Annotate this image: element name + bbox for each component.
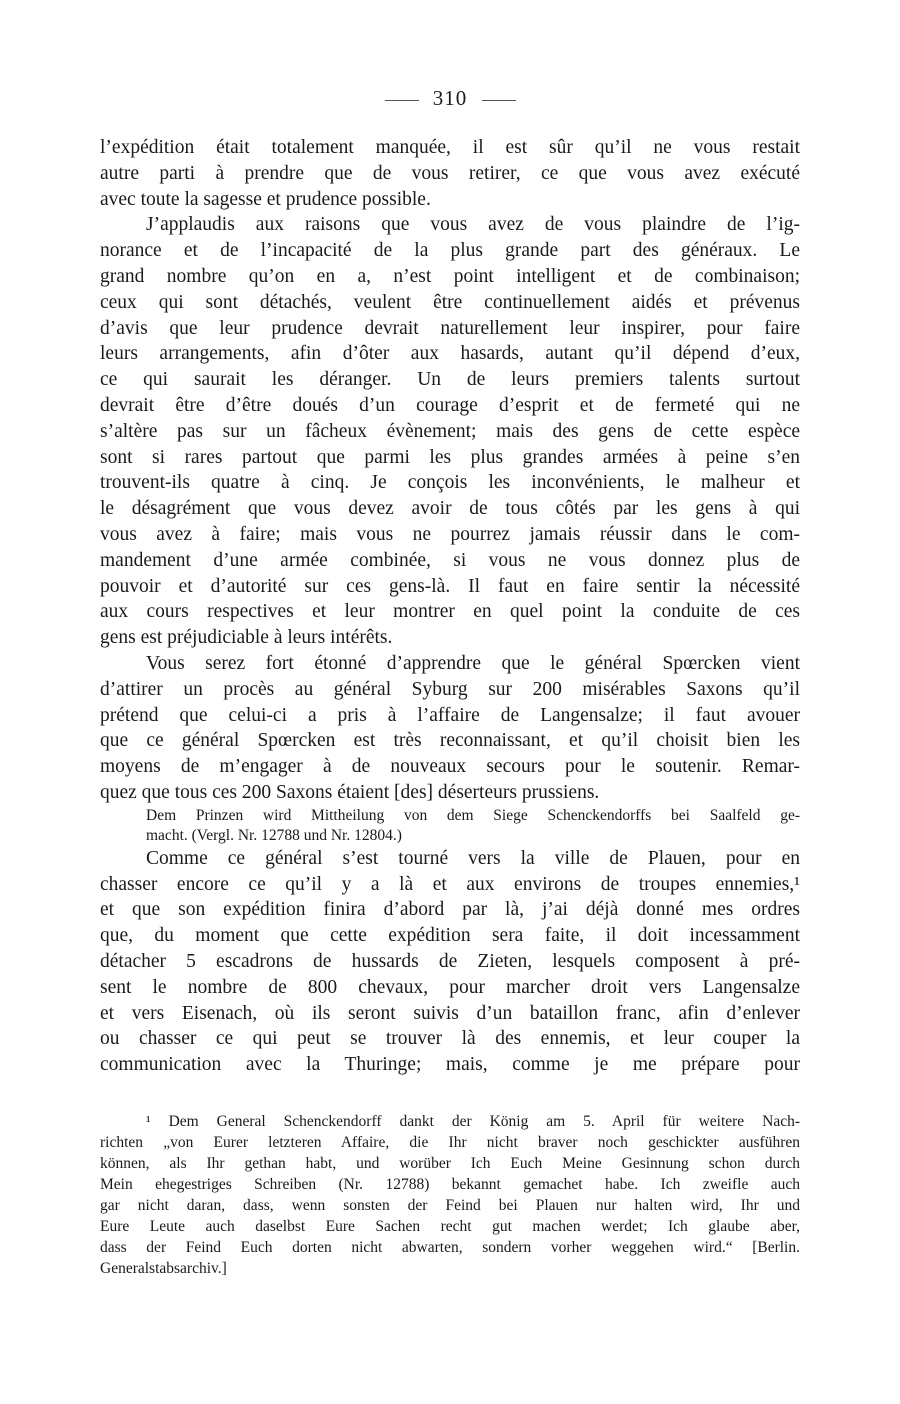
paragraph: [100, 846, 800, 1078]
text-line: macht. (Vergl. Nr. 12788 und Nr. 12804.): [146, 826, 402, 844]
text-line: gens est préjudiciable à leurs intérêts.: [100, 627, 393, 649]
footnote-line: Eure Leute auch daselbst Eure Sachen recht gut machen werdet; Ich glaube aber,: [100, 1218, 800, 1235]
paragraph: [100, 212, 800, 651]
text-line: leurs arrangements, afin d’ôter aux hasards, autant qu’il dépend d’eux,: [100, 343, 800, 365]
footnote-line: richten „von Eurer letzteren Affaire, die Ihr nicht braver noch geschickter ausführen: [100, 1134, 800, 1151]
text-line: Comme ce général s’est tourné vers la ville de Plauen, pour en: [146, 847, 800, 869]
text-line: et vers Eisenach, où ils seront suivis d’un bataillon franc, afin d’enlever: [100, 1002, 800, 1024]
footnote-line: Mein ehegestriges Schreiben (Nr. 12788) bekannt gemachet habe. Ich zweifle auch: [100, 1176, 800, 1193]
text-line: l’expédition était totalement manquée, il est sûr qu’il ne vous restait: [100, 137, 800, 158]
text-line: s’altère pas sur un fâcheux évènement; mais des gens de cette espèce: [100, 420, 800, 442]
header-rule-right: [482, 100, 516, 101]
page-number: 310: [432, 86, 468, 110]
text-line: mandement d’une armée combinée, si vous ne vous donnez plus de: [100, 549, 800, 571]
text-line: chasser encore ce qu’il y a là et aux environs de troupes ennemies,¹: [100, 873, 800, 895]
text-line: norance et de l’incapacité de la plus grande part des généraux. Le: [100, 240, 800, 262]
text-line: J’applaudis aux raisons que vous avez de vous plaindre de l’ig-: [146, 214, 800, 236]
paragraph: [100, 135, 800, 212]
footnote-line: ¹ Dem General Schenckendorff dankt der König am 5. April für weitere Nach-: [146, 1113, 800, 1130]
text-line: sont si rares partout que parmi les plus grandes armées à peine s’en: [100, 446, 800, 468]
text-line: pouvoir et d’autorité sur ces gens-là. Il faut en faire sentir la nécessité: [100, 575, 800, 597]
text-line: d’attirer un procès au général Syburg sur 200 misérables Saxons qu’il: [100, 678, 800, 700]
text-line: grand nombre qu’on en a, n’est point intelligent et de combinaison;: [100, 265, 800, 287]
editorial-note: [100, 806, 800, 846]
paragraph: [100, 651, 800, 806]
text-line: ce qui saurait les déranger. Un de leurs premiers talents surtout: [100, 369, 800, 391]
text-line: détacher 5 escadrons de hussards de Zieten, lesquels composent à pré-: [100, 950, 800, 972]
text-line: autre parti à prendre que de vous retirer, ce que vous avez exécuté: [100, 162, 800, 184]
text-line: le désagrément que vous devez avoir de tous côtés par les gens à qui: [100, 498, 800, 520]
footnotes: [100, 1111, 800, 1279]
text-line: aux cours respectives et leur montrer en quel point la conduite de ces: [100, 601, 800, 623]
main-text: [100, 135, 800, 1078]
text-line: vous avez à faire; mais vous ne pourrez jamais réussir dans le com-: [100, 523, 800, 545]
text-line: ceux qui sont détachés, veulent être continuellement aidés et prévenus: [100, 291, 800, 313]
text-line: Dem Prinzen wird Mittheilung von dem Siege Schenckendorffs bei Saalfeld ge-: [146, 806, 800, 824]
text-line: et que son expédition finira d’abord par là, j’ai déjà donné mes ordres: [100, 899, 800, 921]
footnote-line: dass der Feind Euch dorten nicht abwarten, sondern vorher weggehen wird.“ [Berlin.: [100, 1239, 800, 1256]
text-line: ou chasser ce qui peut se trouver là des ennemis, et leur couper la: [100, 1028, 800, 1050]
footnote-line: Generalstabsarchiv.]: [100, 1260, 227, 1277]
text-line: que ce général Spœrcken est très reconnaissant, et qu’il choisit bien les: [100, 730, 800, 752]
text-line: devrait être d’être doués d’un courage d’esprit et de fermeté qui ne: [100, 394, 800, 416]
text-line: avec toute la sagesse et prudence possible.: [100, 188, 431, 210]
header-rule-left: [385, 100, 419, 101]
text-line: quez que tous ces 200 Saxons étaient [des] déserteurs prussiens.: [100, 781, 600, 803]
text-line: sent le nombre de 800 chevaux, pour marcher droit vers Langensalze: [100, 976, 800, 998]
text-line: d’avis que leur prudence devrait naturellement leur inspirer, pour faire: [100, 317, 800, 339]
page-header: [0, 86, 900, 111]
text-line: Vous serez fort étonné d’apprendre que le général Spœrcken vient: [146, 652, 800, 674]
text-line: trouvent-ils quatre à cinq. Je conçois les inconvénients, le malheur et: [100, 472, 800, 494]
footnote-line: können, als Ihr gethan habt, und worüber Ich Euch Meine Gesinnung schon durch: [100, 1155, 800, 1172]
text-line: prétend que celui-ci a pris à l’affaire de Langensalze; il faut avouer: [100, 704, 800, 726]
text-line: que, du moment que cette expédition sera faite, il doit incessamment: [100, 925, 800, 947]
footnote-line: gar nicht daran, dass, wenn sonsten der Feind bei Plauen nur halten wird, Ihr und: [100, 1197, 800, 1214]
text-line: moyens de m’engager à de nouveaux secours pour le soutenir. Remar-: [100, 756, 800, 778]
text-line: communication avec la Thuringe; mais, comme je me prépare pour: [100, 1054, 800, 1076]
